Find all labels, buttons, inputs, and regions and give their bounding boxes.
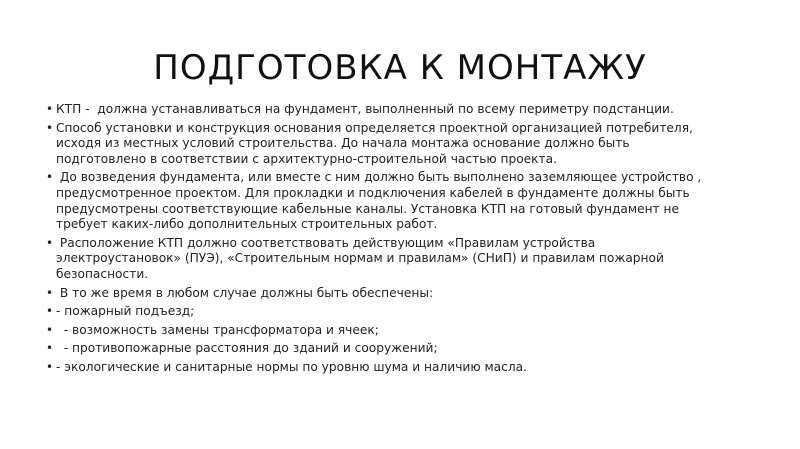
- bullet-text: Способ установки и конструкция основания определяется проектной организацией потребителя, исходя из местных условий строительства. До начала монтажа основание должно быть подготовлено в соответствии с архитектурно-строительной частью проекта.: [56, 120, 697, 166]
- bullet-marker: •: [46, 102, 54, 116]
- bullet-item: [46, 323, 706, 339]
- bullet-item: [46, 304, 706, 320]
- bullet-marker: •: [46, 285, 54, 300]
- bullet-text: В то же время в любом случае должны быть обеспечены:: [56, 285, 434, 300]
- bullet-text: Расположение КТП должно соответствовать действующим «Правилам устройства электроустановок» (ПУЭ), «Строительным нормам и правилам» (СНиП) и правилам пожарной безопасности.: [56, 235, 668, 281]
- bullet-text: - пожарный подъезд;: [56, 304, 195, 319]
- bullet-item: [46, 121, 706, 168]
- bullet-item: [46, 341, 706, 357]
- bullet-marker: •: [46, 359, 54, 374]
- bullet-text: - экологические и санитарные нормы по уровню шума и наличию масла.: [56, 359, 527, 374]
- bullet-marker: •: [46, 170, 54, 185]
- bullet-item: [46, 102, 706, 118]
- bullet-marker: •: [46, 304, 54, 319]
- bullet-marker: •: [46, 341, 54, 356]
- bullet-marker: •: [46, 120, 54, 135]
- bullet-item: [46, 286, 706, 302]
- bullet-item: [46, 360, 706, 376]
- slide-title: ПОДГОТОВКА К МОНТАЖУ: [153, 48, 647, 88]
- bullet-item: [46, 236, 706, 283]
- bullet-item: [46, 170, 706, 232]
- bullet-text: До возведения фундамента, или вместе с ним должно быть выполнено заземляющее устройство , предусмотренное проектом. Для прокладки и подключения кабелей в фундаменте должны быть предусмотрены соответствующие кабельные каналы. Установка КТП на готовый фундамент не требует каких-либо дополнительных строительных работ.: [56, 170, 706, 232]
- bullet-list: [46, 102, 706, 379]
- bullet-marker: •: [46, 322, 54, 337]
- bullet-marker: •: [46, 235, 54, 250]
- bullet-text: - противопожарные расстояния до зданий и сооружений;: [56, 341, 438, 356]
- bullet-text: - возможность замены трансформатора и ячеек;: [56, 322, 379, 337]
- bullet-text: КТП - должна устанавливаться на фундамент, выполненный по всему периметру подстанции.: [56, 102, 674, 116]
